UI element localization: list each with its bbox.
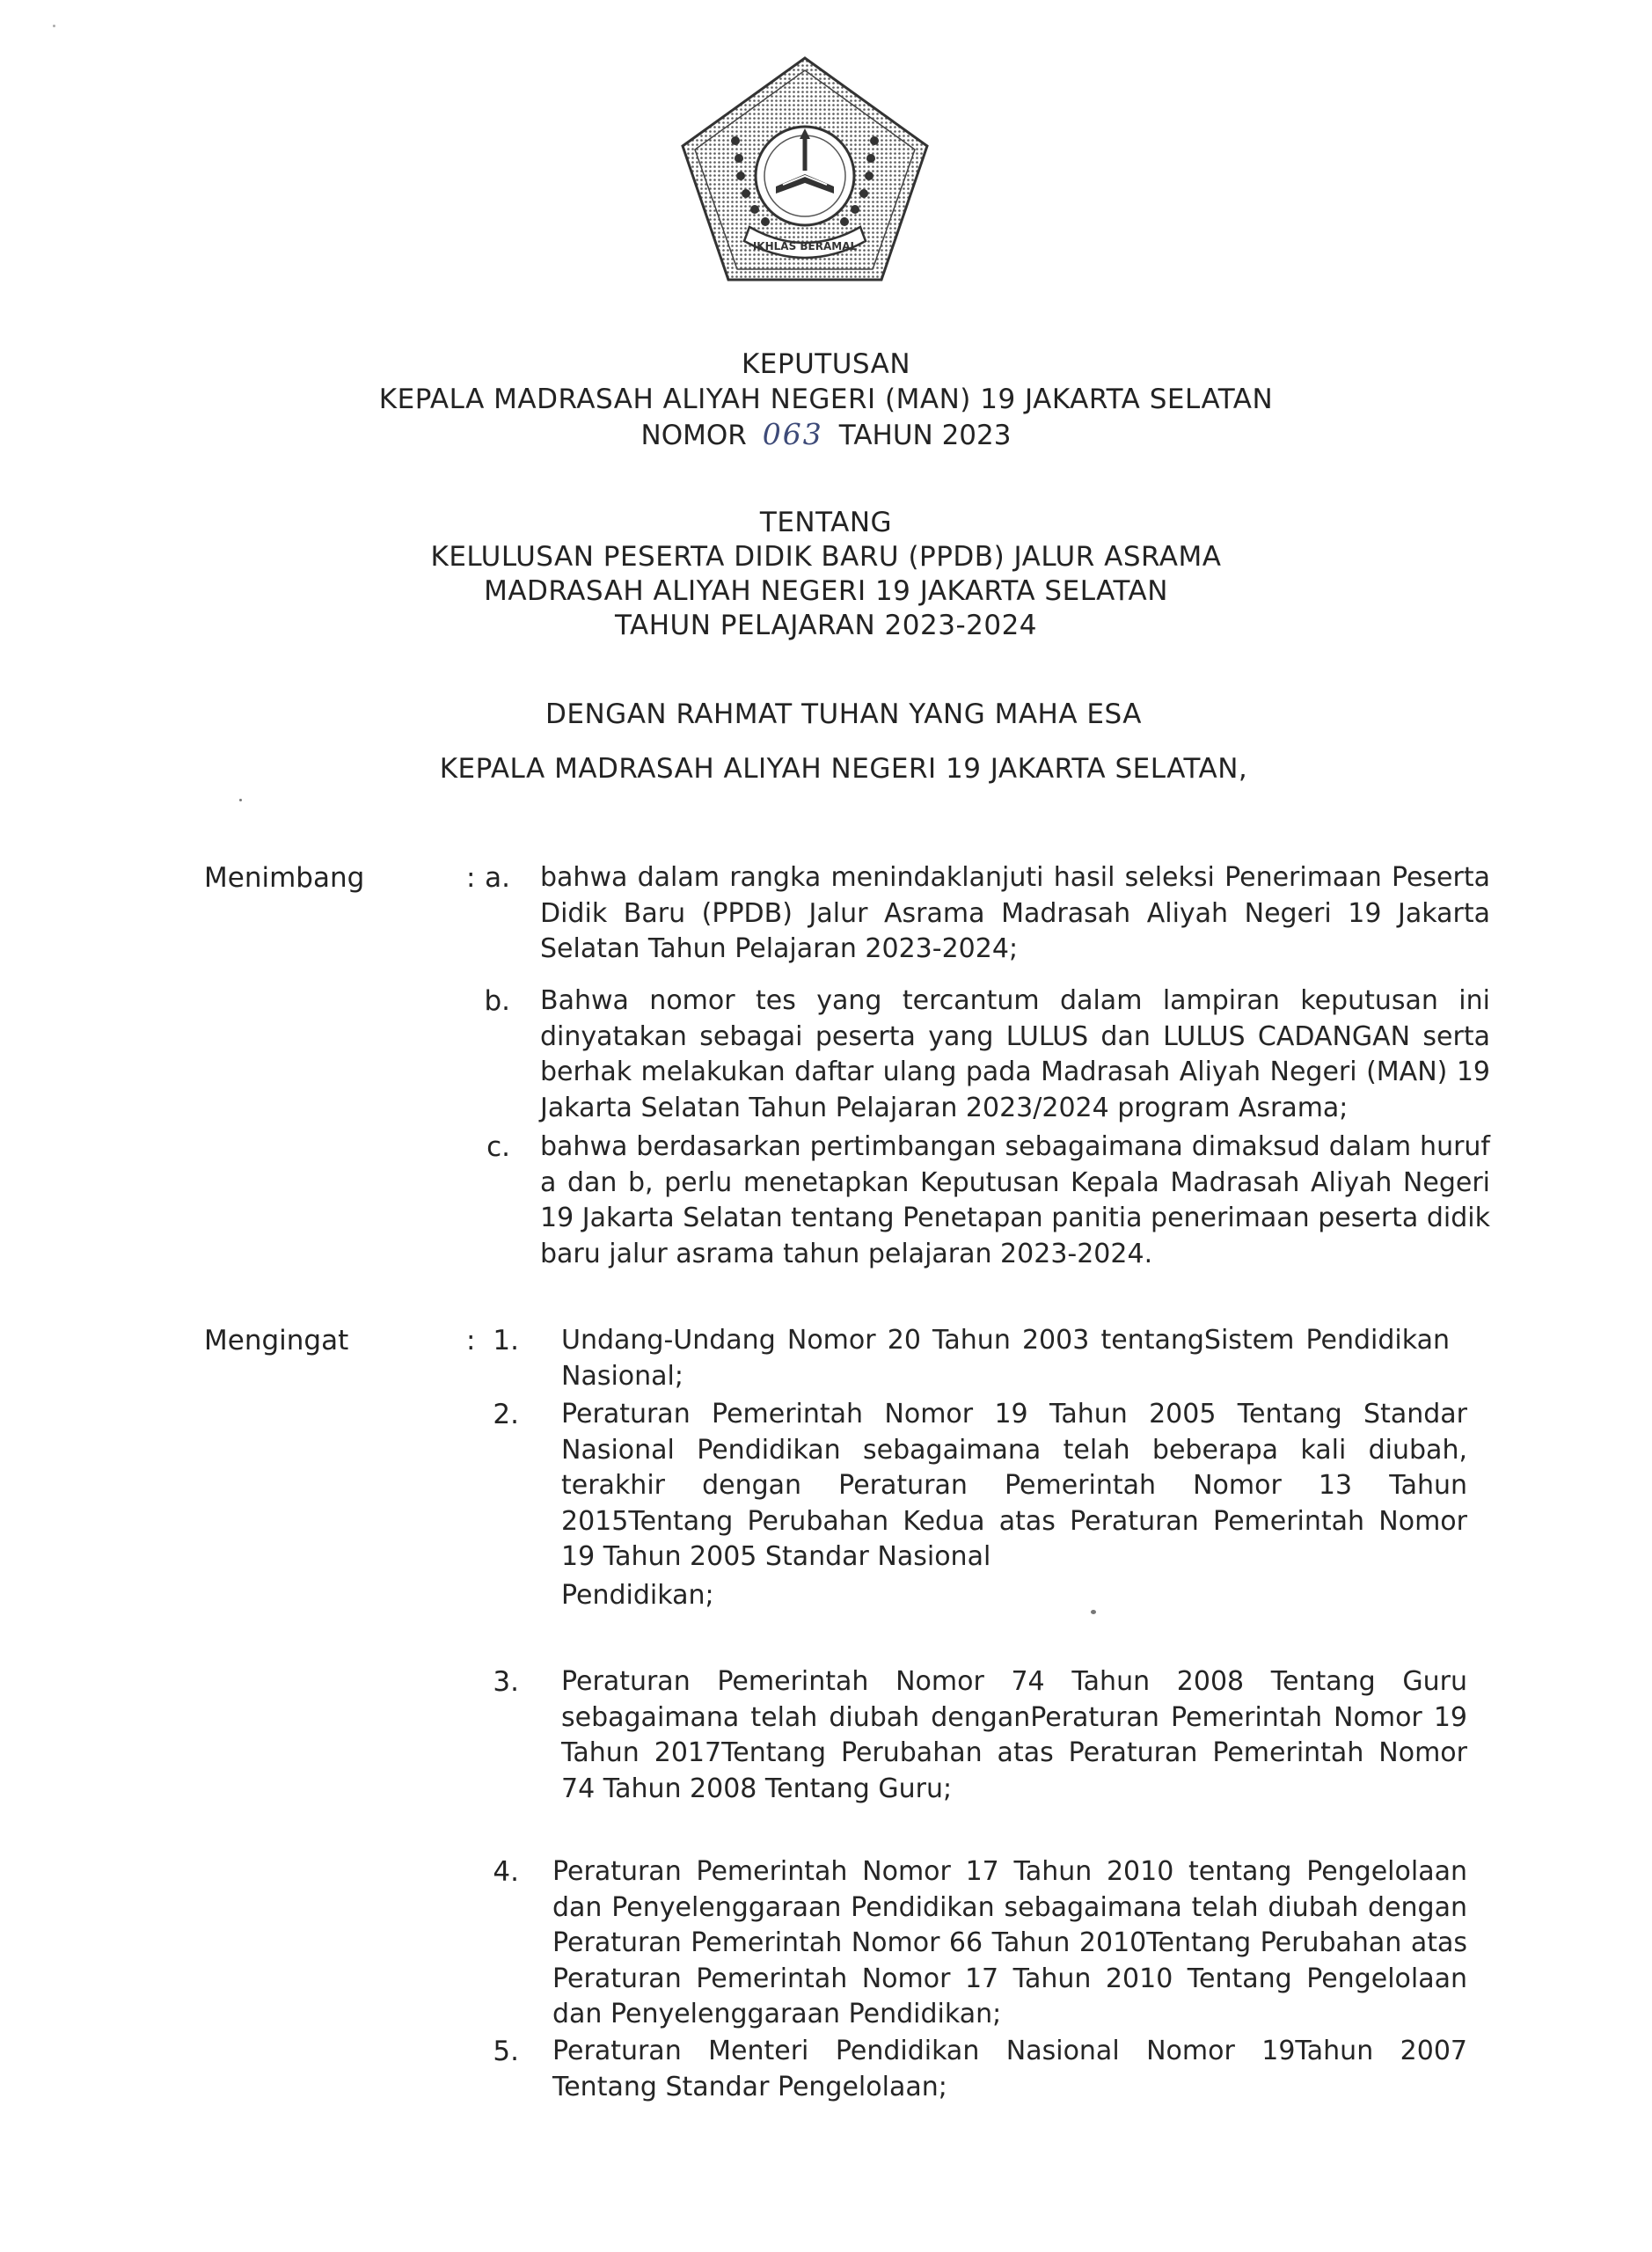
issuer-line: KEPALA MADRASAH ALIYAH NEGERI (MAN) 19 JAKARTA SELATAN [378, 384, 1274, 415]
item-marker: 4. [493, 1856, 519, 1888]
item-marker: 5. [493, 2036, 519, 2067]
tentang-heading: TENTANG [759, 507, 893, 538]
item-marker: a. [485, 862, 510, 894]
scan-speck [239, 799, 242, 801]
preamble-line-1: DENGAN RAHMAT TUHAN YANG MAHA ESA [545, 698, 1142, 730]
item-text: Undang-Undang Nomor 20 Tahun 2003 tentangSistem Pendidikan Nasional; [561, 1325, 1450, 1392]
item-text: Peraturan Menteri Pendidikan Nasional Nomor 19Tahun 2007 Tentang Standar Pengelolaan; [552, 2036, 1467, 2102]
kementerian-agama-emblem-icon [677, 55, 932, 285]
subject-line-2: MADRASAH ALIYAH NEGERI 19 JAKARTA SELATAN [484, 575, 1168, 607]
nomor-value: 063 [762, 417, 823, 451]
decision-title: KEPUTUSAN [741, 348, 911, 380]
menimbang-colon: : [466, 862, 476, 894]
item-text: bahwa dalam rangka menindaklanjuti hasil seleksi Penerimaan Peserta Didik Baru (PPDB) Jalur Asrama Madrasah Aliyah Negeri 19 Jakarta Selatan Tahun Pelajaran 2023-2024; [540, 862, 1490, 964]
mengingat-colon: : [466, 1325, 476, 1356]
item-marker: c. [486, 1131, 510, 1163]
menimbang-label: Menimbang [204, 862, 365, 894]
item-marker: 2. [493, 1399, 519, 1430]
subject-line-3: TAHUN PELAJARAN 2023-2024 [614, 610, 1038, 641]
item-text: Bahwa nomor tes yang tercantum dalam lampiran keputusan ini dinyatakan sebagai peserta yang LULUS dan LULUS CADANGAN serta berhak melakukan daftar ulang pada Madrasah Aliyah Negeri (MAN) 19 Jakarta Selatan Tahun Pelajaran 2023/2024 program Asrama; [540, 985, 1490, 1123]
nomor-label: NOMOR [640, 420, 747, 451]
item-text: bahwa berdasarkan pertimbangan sebagaimana dimaksud dalam huruf a dan b, perlu menetapkan Keputusan Kepala Madrasah Aliyah Negeri 19 Jakarta Selatan tentang Penetapan panitia penerimaan peserta didik baru jalur asrama tahun pelajaran 2023-2024. [540, 1131, 1490, 1269]
tahun-label: TAHUN 2023 [838, 420, 1012, 451]
item-marker: b. [484, 985, 510, 1017]
scan-speck [53, 25, 55, 27]
item-text: Peraturan Pemerintah Nomor 19 Tahun 2005 Tentang Standar Nasional Pendidikan sebagaimana telah beberapa kali diubah, terakhir dengan Peraturan Pemerintah Nomor 13 Tahun 2015Tentang Perubahan Kedua atas Peraturan Pemerintah Nomor 19 Tahun 2005 Standar Nasional [561, 1399, 1467, 1572]
item-text-tail: Pendidikan; [561, 1580, 714, 1611]
scan-speck [1091, 1610, 1096, 1614]
item-text: Peraturan Pemerintah Nomor 17 Tahun 2010 tentang Pengelolaan dan Penyelenggaraan Pendidikan sebagaimana telah diubah dengan Peraturan Pemerintah Nomor 66 Tahun 2010Tentang Perubahan atas Peraturan Pemerintah Nomor 17 Tahun 2010 Tentang Pengelolaan dan Penyelenggaraan Pendidikan; [552, 1856, 1467, 2029]
subject-line-1: KELULUSAN PESERTA DIDIK BARU (PPDB) JALUR ASRAMA [430, 541, 1222, 573]
emblem-ribbon-text: IKHLAS BERAMAL [752, 240, 858, 252]
decision-number-line [0, 417, 1652, 451]
preamble-line-2: KEPALA MADRASAH ALIYAH NEGERI 19 JAKARTA SELATAN, [439, 753, 1248, 785]
item-text: Peraturan Pemerintah Nomor 74 Tahun 2008 Tentang Guru sebagaimana telah diubah denganPeraturan Pemerintah Nomor 19 Tahun 2017Tentang Perubahan atas Peraturan Pemerintah Nomor 74 Tahun 2008 Tentang Guru; [561, 1666, 1467, 1804]
mengingat-label: Mengingat [204, 1325, 349, 1356]
item-marker: 3. [493, 1666, 519, 1698]
item-marker: 1. [493, 1325, 519, 1356]
